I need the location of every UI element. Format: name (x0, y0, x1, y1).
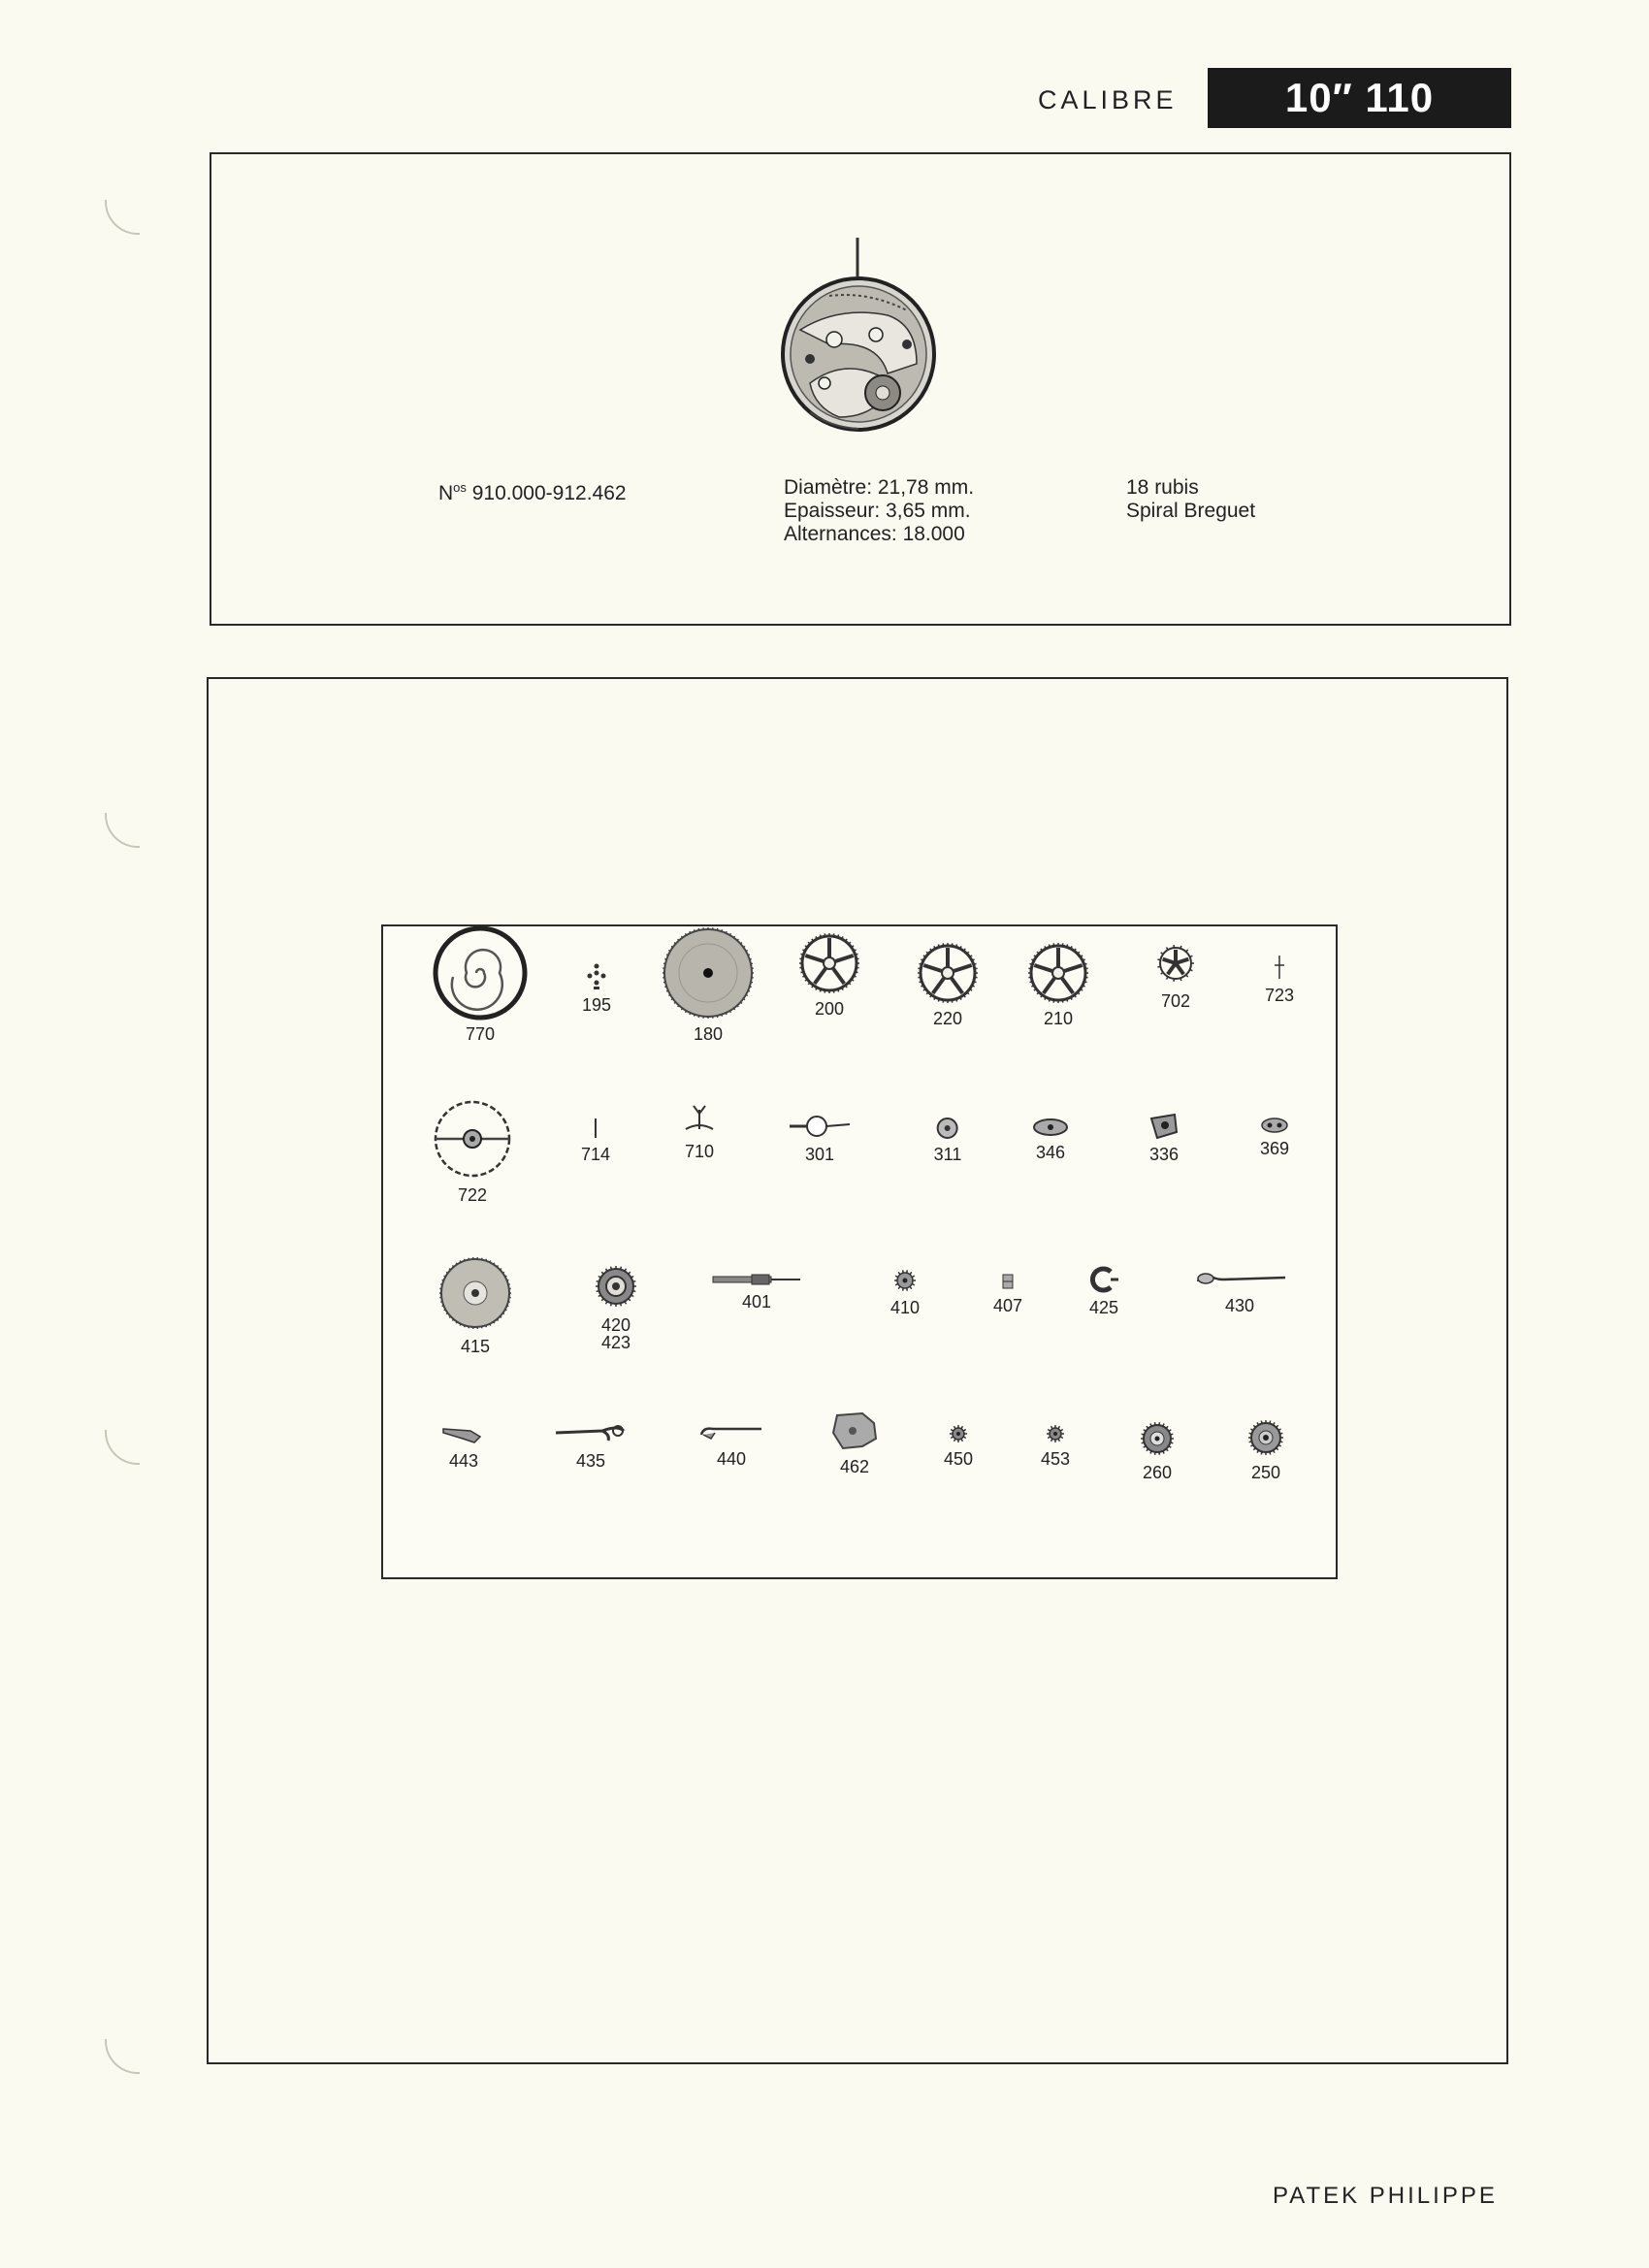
part-number: 410 (889, 1298, 921, 1317)
serial-prefix: N (438, 482, 454, 504)
part-770 (430, 926, 531, 1043)
part-195 (582, 961, 611, 1014)
plate-icon (829, 1409, 880, 1452)
serial-range: 910.000-912.462 (471, 482, 627, 504)
part-number: 440 (716, 1449, 747, 1469)
part-number: 311 (933, 1145, 962, 1164)
punch-hole-mark (105, 1430, 140, 1465)
small-wheel-icon (948, 1423, 969, 1444)
part-number: 425 (1088, 1298, 1119, 1317)
part-number: 702 (1160, 991, 1191, 1011)
part-260 (1138, 1419, 1177, 1481)
part-number: 210 (1043, 1009, 1074, 1028)
part-311 (934, 1117, 962, 1163)
balance-wheel-icon (431, 1097, 514, 1181)
part-723 (1265, 954, 1294, 1004)
part-210 (1027, 942, 1089, 1027)
part-number: 714 (580, 1145, 611, 1164)
part-number: 195 (581, 995, 612, 1015)
stud-icon (1148, 1111, 1180, 1140)
part-435 (554, 1421, 628, 1470)
winding-stem-icon (713, 1272, 800, 1287)
balance-wheel-icon (431, 1097, 514, 1181)
cock-jewel-icon (1260, 1117, 1289, 1134)
calibre-number: 10″ 110 (1284, 75, 1435, 120)
setting-lever-icon (1194, 1268, 1285, 1291)
part-number: 722 (457, 1185, 488, 1205)
ratchet-wheel-icon (592, 1262, 640, 1311)
spoked-wheel-icon (798, 932, 860, 994)
part-714 (581, 1117, 610, 1163)
part-number: 435 (575, 1451, 606, 1471)
part-number: 401 (741, 1292, 772, 1312)
movement-specs (784, 476, 974, 546)
pallet-fork-icon (680, 1104, 719, 1137)
part-220 (917, 942, 979, 1027)
screw-set-icon (582, 961, 611, 990)
part-200 (798, 932, 860, 1018)
escape-wheel-icon (1152, 940, 1199, 987)
small-wheel-icon (1045, 1423, 1066, 1444)
calibre-number-badge (1208, 68, 1511, 128)
punch-hole-mark (105, 200, 140, 235)
barrel-icon (658, 926, 759, 1020)
part-415 (436, 1254, 514, 1355)
part-number: 336 (1148, 1145, 1180, 1164)
diameter-spec: Diamètre: 21,78 mm. (784, 476, 975, 499)
staff-icon (592, 1117, 599, 1140)
part-346 (1032, 1117, 1069, 1161)
part-443 (441, 1421, 486, 1470)
winding-pinion-icon (892, 1268, 918, 1293)
spoked-wheel-icon (1027, 942, 1089, 1004)
crown-wheel-icon (436, 1254, 514, 1332)
calibre-label: CALIBRE (1038, 85, 1178, 114)
part-number: 407 (992, 1296, 1023, 1315)
pallet-fork-icon (680, 1104, 719, 1137)
part-number: 180 (693, 1024, 724, 1044)
regulator-icon (790, 1113, 850, 1140)
pin-icon (1273, 954, 1286, 981)
small-wheel-icon (1045, 1423, 1066, 1444)
click-icon (1087, 1266, 1120, 1293)
part-number: 462 (839, 1457, 870, 1476)
part-369 (1260, 1117, 1289, 1157)
part-number: 200 (814, 999, 845, 1019)
spoked-wheel-icon (917, 942, 979, 1004)
spoked-wheel-icon (798, 932, 860, 994)
spoked-wheel-icon (1027, 942, 1089, 1004)
part-number: 710 (684, 1142, 715, 1161)
part-number: 301 (804, 1145, 835, 1164)
part-450 (944, 1423, 973, 1468)
clutch-icon (1000, 1272, 1016, 1291)
yoke-icon (441, 1421, 486, 1446)
ratchet-wheel-icon (592, 1262, 640, 1311)
spring-lever-icon (554, 1421, 628, 1446)
part-401 (713, 1272, 800, 1311)
jewel-setting-icon (934, 1117, 961, 1140)
screw-set-icon (582, 961, 611, 990)
part-710 (680, 1104, 719, 1160)
part-number: 770 (465, 1024, 496, 1044)
part-407 (993, 1272, 1022, 1314)
parts-panel (381, 924, 1338, 1579)
regulator-icon (790, 1113, 850, 1140)
part-number: 250 (1250, 1463, 1281, 1482)
yoke-icon (441, 1421, 486, 1446)
part-425 (1087, 1266, 1120, 1316)
jewel-setting-icon (934, 1117, 961, 1140)
setting-lever-icon (1194, 1268, 1285, 1291)
part-number: 450 (943, 1449, 974, 1469)
winding-pinion-icon (892, 1268, 918, 1293)
minute-wheel-icon (1138, 1419, 1177, 1458)
click-icon (1087, 1266, 1120, 1293)
part-number: 420 423 (600, 1315, 631, 1352)
punch-hole-mark (105, 813, 140, 848)
part-453 (1041, 1423, 1070, 1468)
part-number: 260 (1142, 1463, 1173, 1482)
serial-prefix-sup: os (453, 480, 467, 495)
part-430 (1194, 1268, 1285, 1314)
minute-wheel-icon (1138, 1419, 1177, 1458)
serial-numbers (438, 476, 627, 505)
lever-icon (699, 1421, 763, 1444)
clutch-icon (1000, 1272, 1016, 1291)
part-462 (829, 1409, 880, 1475)
part-301 (790, 1113, 850, 1163)
punch-hole-mark (105, 2039, 140, 2074)
part-722 (431, 1097, 514, 1204)
part-number: 369 (1259, 1139, 1290, 1158)
cap-jewel-icon (1032, 1117, 1069, 1138)
part-702 (1152, 940, 1199, 1010)
crown-wheel-icon (436, 1254, 514, 1332)
stud-icon (1148, 1111, 1180, 1140)
part-number: 220 (932, 1009, 963, 1028)
plate-icon (829, 1409, 880, 1452)
part-180 (658, 926, 759, 1043)
cannon-pinion-icon (1245, 1417, 1286, 1458)
beats-spec: Alternances: 18.000 (784, 523, 965, 545)
part-number: 443 (448, 1451, 479, 1471)
staff-icon (592, 1117, 599, 1140)
cannon-pinion-icon (1245, 1417, 1286, 1458)
balance-spring-icon (430, 926, 531, 1020)
cock-jewel-icon (1260, 1117, 1289, 1134)
spring-lever-icon (554, 1421, 628, 1446)
part-410 (890, 1268, 920, 1316)
jewel-count: 18 rubis (1126, 476, 1199, 499)
pin-icon (1273, 954, 1286, 981)
jewel-specs (1126, 476, 1255, 523)
spoked-wheel-icon (917, 942, 979, 1004)
part-number: 453 (1040, 1449, 1071, 1469)
part-number: 723 (1264, 986, 1295, 1005)
brand-name: PATEK PHILIPPE (1273, 2183, 1498, 2209)
escape-wheel-icon (1152, 940, 1199, 987)
barrel-icon (658, 926, 759, 1020)
balance-spring-icon (430, 926, 531, 1020)
part-250 (1245, 1417, 1286, 1481)
part-336 (1148, 1111, 1180, 1163)
part-number: 430 (1224, 1296, 1255, 1315)
hairspring-type: Spiral Breguet (1126, 500, 1256, 522)
part-number: 415 (460, 1337, 491, 1356)
cap-jewel-icon (1032, 1117, 1069, 1138)
thickness-spec: Epaisseur: 3,65 mm. (784, 500, 971, 522)
part-420-423 (592, 1262, 640, 1351)
part-number: 346 (1035, 1143, 1066, 1162)
movement-illustration (771, 238, 946, 441)
small-wheel-icon (948, 1423, 969, 1444)
winding-stem-icon (713, 1272, 800, 1287)
lever-icon (699, 1421, 763, 1444)
part-440 (699, 1421, 763, 1468)
